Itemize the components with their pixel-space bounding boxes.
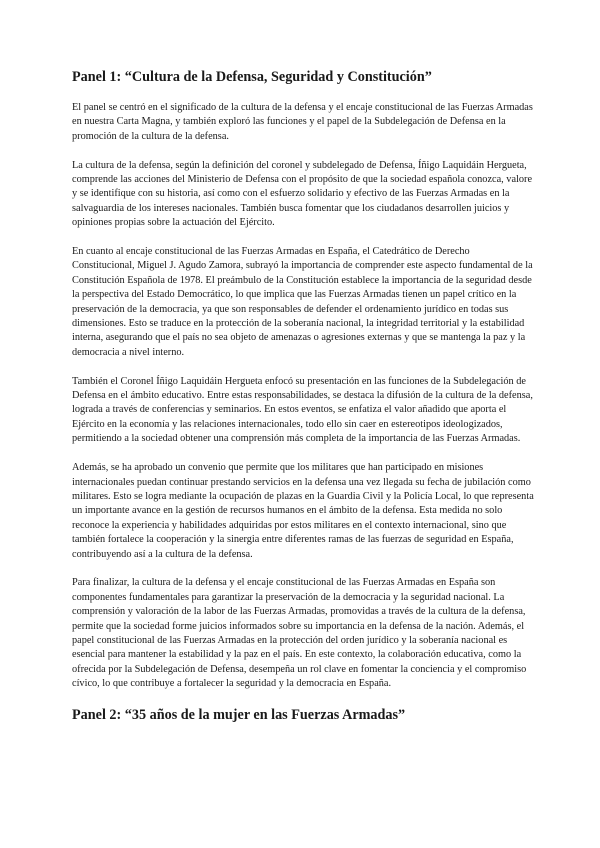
paragraph-subdelegacion: También el Coronel Íñigo Laquidáin Hergueta enfocó su presentación en las funciones de la Subdelegación de Defensa en el ámbito educativo. Entre estas responsabilidades, se destaca la difusión de la cultura de la defensa, lograda a través de conferencias y seminarios. En estos eventos, se enfatiza el valor añadido que aporta el Ejército en la economía y las relaciones internacionales, todo ello sin caer en estereotipos ideologizados, permitiendo a la sociedad obtener una comprensión más completa de la importancia de las Fuerzas Armadas. — [72, 375, 533, 445]
paragraph-cultura-defensa: La cultura de la defensa, según la definición del coronel y subdelegado de Defensa, Íñigo Laquidáin Hergueta, comprende las acciones del Ministerio de Defensa con el propósito de que la sociedad española conozca, valore y se identifique con su historia, así como con el esfuerzo solidario y efectivo de las Fuerzas Armadas en la salvaguardia de los intereses nacionales. También busca fomentar que los ciudadanos desarrollen juicios y opiniones propias sobre la actuación del Ejército. — [72, 159, 533, 229]
panel-1-title: Panel 1: “Cultura de la Defensa, Seguridad y Constitución” — [72, 69, 432, 85]
panel-2-title: Panel 2: “35 años de la mujer en las Fuerzas Armadas” — [72, 706, 406, 723]
paragraph-conclusion: Para finalizar, la cultura de la defensa y el encaje constitucional de las Fuerzas Armadas en España son componentes fundamentales para garantizar la preservación de la democracia y la seguridad nacional. La comprensión y valoración de la labor de las Fuerzas Armadas, promovidas a través de la cultura de la defensa, permite que la sociedad forme juicios informados sobre su importancia en la defensa de la nación. Además, el papel constitucional de las Fuerzas Armadas en la protección del orden jurídico y la soberanía nacional es esencial para mantener la estabilidad y la paz en el país. En este contexto, la colaboración educativa, como la ofrecida por la Subdelegación de Defensa, desempeña un rol clave en fomentar la conciencia y el compromiso cívico, lo que contribuye a fortalecer la seguridad y la democracia en España. — [72, 577, 527, 690]
document-page — [72, 68, 534, 739]
paragraph-convenio: Además, se ha aprobado un convenio que permite que los militares que han participado en misiones internacionales puedan continuar prestando servicios en la defensa una vez llegada su fecha de jubilación como militares. Esto se logra mediante la ocupación de plazas en la Guardia Civil y la Policía Local, lo que representa un importante avance en la gestión de recursos humanos en el ámbito de la defensa. Esta medida no solo reconoce la experiencia y habilidades adquiridas por estos militares en el contexto internacional, sino que también fortalece la cooperación y la sinergia entre diferentes ramas de las fuerzas de seguridad en España, contribuyendo así a la cultura de la defensa. — [72, 462, 534, 560]
paragraph-encaje-constitucional: En cuanto al encaje constitucional de las Fuerzas Armadas en España, el Catedrático de Derecho Constitucional, Miguel J. Agudo Zamora, subrayó la importancia de comprender este aspecto fundamental de la Constitución Española de 1978. El preámbulo de la Constitución establece la importancia de la seguridad desde la perspectiva del Estado Democrático, lo que implica que las Fuerzas Armadas tienen un papel crítico en la preservación de la democracia, ya que son responsables de defender el ordenamiento jurídico en todas sus dimensiones. Esto se traduce en la protección de la soberanía nacional, la integridad territorial y la estabilidad interna, asegurando que el país no sea objeto de amenazas o agresiones externas y que se mantenga la paz y la democracia a nivel interno. — [72, 246, 533, 358]
paragraph-intro: El panel se centró en el significado de la cultura de la defensa y el encaje constitucional de las Fuerzas Armadas en nuestra Carta Magna, y también exploró las funciones y el papel de la Subdelegación de Defensa en la promoción de la cultura de la defensa. — [72, 102, 533, 142]
